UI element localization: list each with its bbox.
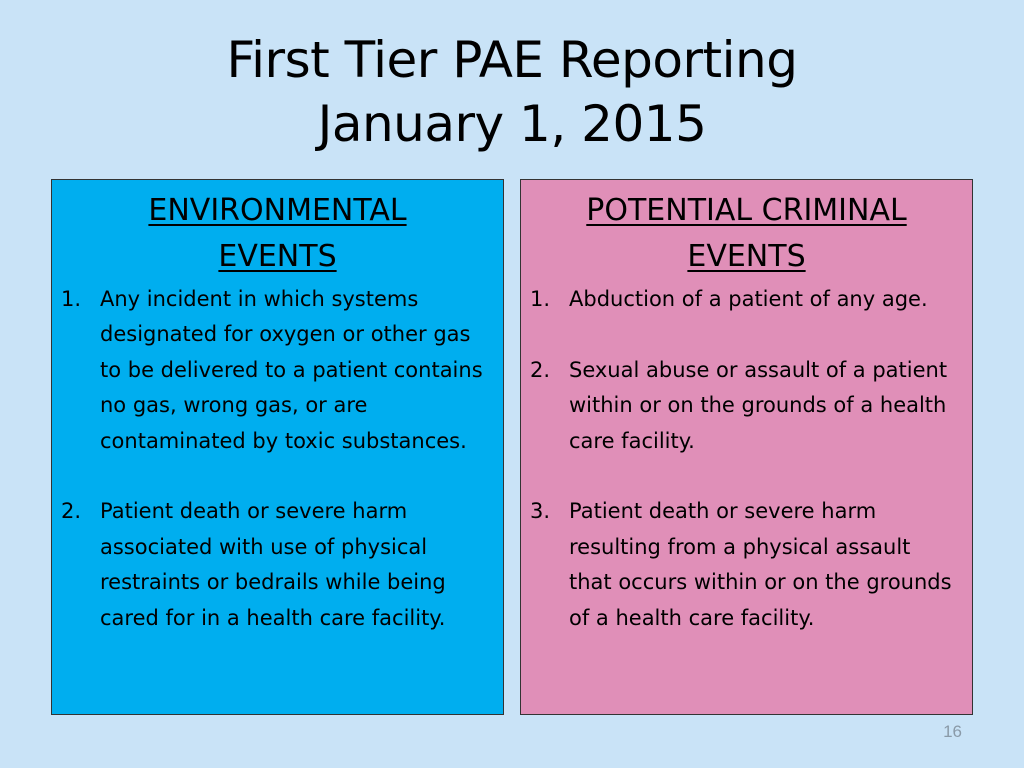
list-item-text: Patient death or severe harm resulting from a physical assault that occurs within or on the grounds of a health care facility. — [569, 499, 952, 630]
potential-criminal-events-heading — [521, 188, 972, 280]
list-item-number: 1. — [530, 287, 551, 311]
list-item — [52, 282, 489, 459]
list-item — [521, 494, 958, 636]
potential-criminal-events-list — [521, 282, 972, 636]
list-item-text: Sexual abuse or assault of a patient within or on the grounds of a health care facility. — [569, 357, 948, 453]
environmental-events-heading — [52, 188, 503, 280]
environmental-events-box — [51, 179, 504, 715]
list-item — [52, 494, 489, 636]
environmental-heading-line-2: EVENTS — [218, 239, 337, 274]
slide-title-line-1: First Tier PAE Reporting — [226, 31, 798, 89]
criminal-heading-line-1: POTENTIAL CRIMINAL — [586, 193, 907, 228]
environmental-heading-line-1: ENVIRONMENTAL — [148, 193, 407, 228]
list-item-number: 1. — [61, 287, 82, 311]
environmental-events-list — [52, 282, 503, 636]
list-item — [521, 282, 958, 317]
slide-title — [0, 28, 1024, 156]
list-item-number: 2. — [530, 357, 551, 382]
list-item-text: Patient death or severe harm associated with use of physical restraints or bedrails while being cared for in a health care facility. — [100, 499, 446, 630]
list-item — [521, 353, 958, 459]
slide-title-line-2: January 1, 2015 — [317, 95, 707, 153]
criminal-heading-line-2: EVENTS — [687, 239, 806, 274]
list-item-text: Abduction of a patient of any age. — [569, 287, 928, 311]
list-item-number: 2. — [61, 499, 82, 524]
list-item-number: 3. — [530, 499, 551, 524]
list-item-text: Any incident in which systems designated for oxygen or other gas to be delivered to a patient contains no gas, wrong gas, or are contaminated by toxic substances. — [100, 287, 483, 453]
potential-criminal-events-box — [520, 179, 973, 715]
page-number: 16 — [943, 722, 962, 741]
